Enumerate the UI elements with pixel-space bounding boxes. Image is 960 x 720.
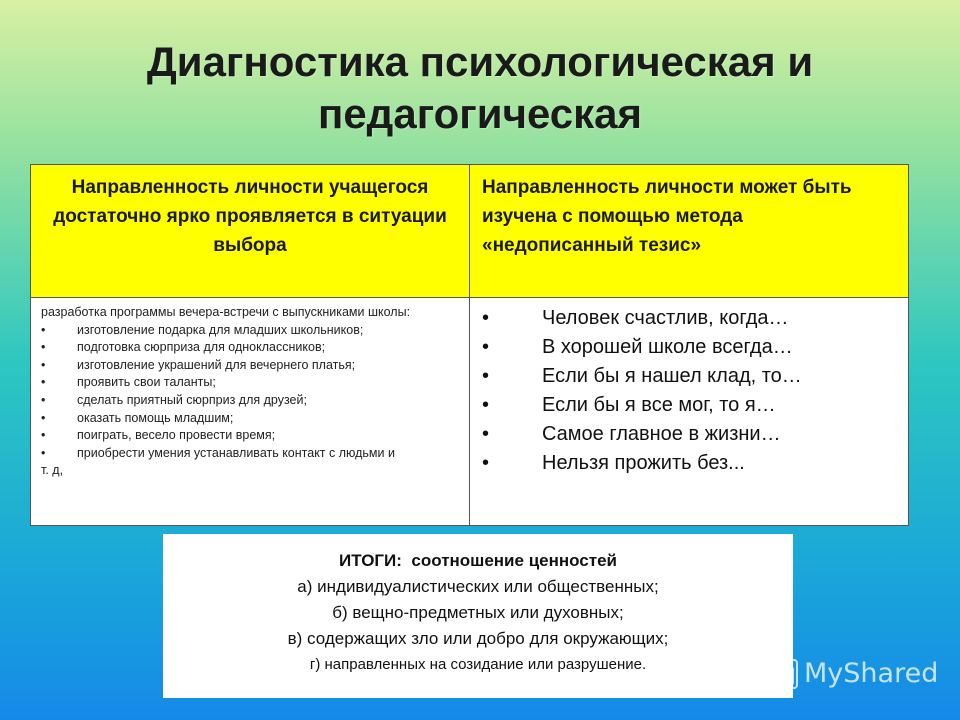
summary-label: ИТОГИ: <box>339 551 402 570</box>
right-bullet-item: • Если бы я нашел клад, то… <box>482 362 896 391</box>
body-cell-right <box>470 298 909 526</box>
left-bullet-item: • оказать помощь младшим; <box>41 410 459 428</box>
left-bullet-item: • приобрести умения устанавливать контакт с людьми и <box>41 445 459 463</box>
summary-line: б) вещно-предметных или духовных; <box>332 603 624 622</box>
slide-title <box>0 36 960 140</box>
right-bullet-item: • Самое главное в жизни… <box>482 420 896 449</box>
summary-heading: соотношение ценностей <box>411 551 617 570</box>
header-cell-right: Направленность личности может быть изучена с помощью метода «недописанный тезис» <box>470 165 909 298</box>
watermark-logo <box>768 658 938 689</box>
right-bullet-item: • В хорошей школе всегда… <box>482 333 896 362</box>
right-bullet-item: • Человек счастлив, когда… <box>482 304 896 333</box>
right-bullet-item: • Если бы я все мог, то я… <box>482 391 896 420</box>
left-bullet-item: • поиграть, весело провести время; <box>41 427 459 445</box>
left-bullet-list <box>41 322 459 463</box>
left-bullet-item: • проявить свои таланты; <box>41 374 459 392</box>
header-cell-left: Направленность личности учащегося достаточно ярко проявляется в ситуации выбора <box>31 165 470 298</box>
summary-title <box>163 548 793 574</box>
left-bullet-item: • изготовление подарка для младших школьников; <box>41 322 459 340</box>
right-bullet-list <box>482 304 896 478</box>
summary-line: г) направленных на созидание или разрушение. <box>309 656 647 673</box>
summary-box <box>163 534 793 698</box>
watermark-text: MyShared <box>804 658 939 689</box>
slide-title-line-2: педагогическая <box>317 90 643 137</box>
presentation-icon <box>768 659 798 689</box>
summary-line: а) индивидуалистических или общественных; <box>297 577 659 596</box>
body-cell-left <box>31 298 470 526</box>
slide-title-line-1: Диагностика психологическая и <box>146 38 814 85</box>
left-bullet-item: • подготовка сюрприза для одноклассников; <box>41 339 459 357</box>
left-bullet-item: • сделать приятный сюрприз для друзей; <box>41 392 459 410</box>
left-bullet-item: • изготовление украшений для вечернего платья; <box>41 357 459 375</box>
left-intro-text: разработка программы вечера-встречи с выпускниками школы: <box>41 305 411 319</box>
summary-line: в) содержащих зло или добро для окружающих; <box>287 629 669 648</box>
left-tail-text: т. д, <box>41 463 64 478</box>
comparison-table <box>30 164 909 526</box>
right-bullet-item: • Нельзя прожить без... <box>482 449 896 478</box>
